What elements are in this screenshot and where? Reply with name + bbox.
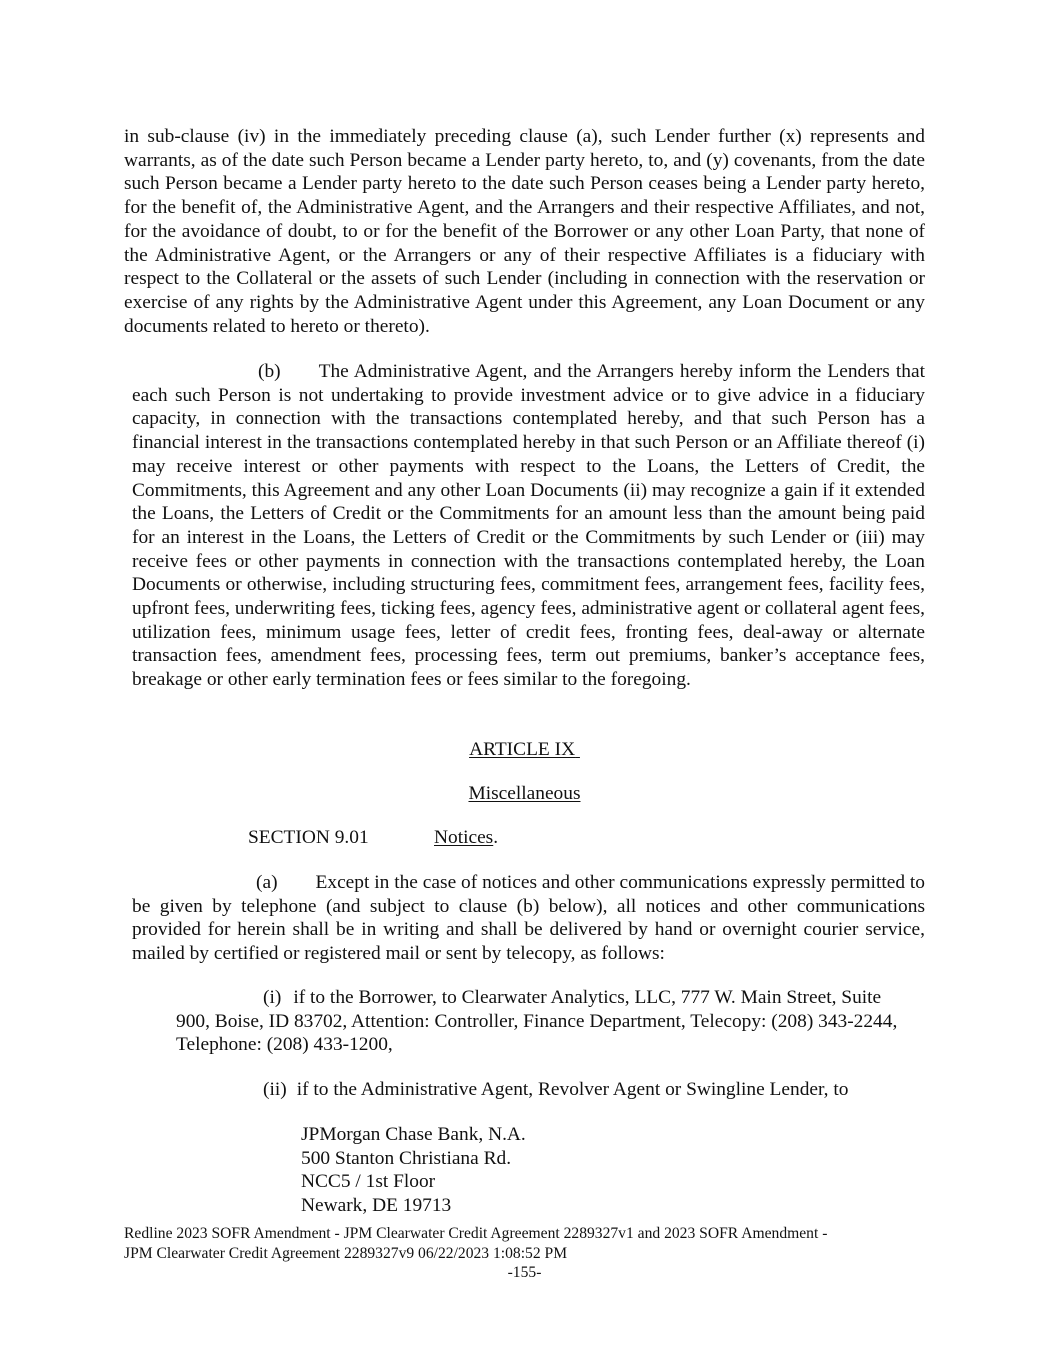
article-title: ARTICLE IX — [469, 739, 576, 760]
item-ii-paragraph — [263, 1078, 943, 1102]
clause-a-label: (a) — [256, 872, 278, 893]
article-heading — [124, 738, 925, 762]
clause-a-paragraph — [132, 871, 925, 966]
section-heading — [248, 826, 499, 850]
footer-line-1: Redline 2023 SOFR Amendment - JPM Clearwater Credit Agreement 2289327v1 and 2023 SOFR Amendment - — [124, 1225, 828, 1242]
section-number: SECTION 9.01 — [248, 827, 369, 848]
section-title: Notices — [434, 827, 494, 848]
address-block — [301, 1123, 526, 1218]
address-line: Newark, DE 19713 — [301, 1195, 452, 1217]
intro-paragraph: in sub-clause (iv) in the immediately preceding clause (a), such Lender further (x) represents and warrants, as of the date such Person became a Lender party hereto, to, and (y) covenants, from the date such Person became a Lender party hereto to the date such Person ceases being a Lender party hereto, for the benefit of, the Administrative Agent, and the Arrangers and their respective Affiliates, and not, for the avoidance of doubt, to or for the benefit of the Borrower or any other Loan Party, that none of the Administrative Agent, or the Arrangers or any of their respective Affiliates is a fiduciary with respect to the Collateral or the assets of such Lender (including in connection with the reservation or exercise of any rights by the Administrative Agent under this Agreement, any Loan Document or any documents related to hereto or thereto). — [124, 126, 925, 337]
page-footer — [124, 1224, 925, 1283]
address-line: JPMorgan Chase Bank, N.A. — [301, 1124, 526, 1145]
clause-b-label: (b) — [258, 361, 281, 382]
item-i-label: (i) — [263, 987, 282, 1008]
clause-a-text: Except in the case of notices and other communications expressly permitted to be given by telephone (and subject to clause (b) below), all notices and other communications provided for herein shall be in writing and shall be delivered by hand or overnight courier service, mailed by certified or registered mail or sent by telecopy, as follows: — [132, 872, 925, 965]
page-number: -155- — [507, 1264, 542, 1281]
item-i-paragraph — [176, 986, 911, 1057]
item-ii-text: if to the Administrative Agent, Revolver Agent or Swingline Lender, to — [296, 1079, 849, 1100]
article-subtitle-line — [124, 782, 925, 806]
clause-b-paragraph — [132, 360, 925, 692]
footer-line-2: JPM Clearwater Credit Agreement 2289327v9 06/22/2023 1:08:52 PM — [124, 1244, 568, 1262]
address-line: NCC5 / 1st Floor — [301, 1171, 436, 1193]
item-i-text: if to the Borrower, to Clearwater Analytics, LLC, 777 W. Main Street, Suite 900, Boise, ID 83702, Attention: Controller, Finance Department, Telecopy: (208) 343-2244, Telephone: (208) 433-1200, — [176, 987, 898, 1056]
address-line: 500 Stanton Christiana Rd. — [301, 1147, 512, 1169]
section-title-suffix: . — [493, 827, 499, 848]
clause-b-text: The Administrative Agent, and the Arrangers hereby inform the Lenders that each such Person is not undertaking to provide investment advice or to give advice in a fiduciary capacity, in connection with the transactions contemplated hereby, and that such Person has a financial interest in the transactions contemplated hereby in that such Person or an Affiliate thereof (i) may receive interest or other payments with respect to the Loans, the Letters of Credit, the Commitments, this Agreement and any other Loan Documents (ii) may recognize a gain if it extended the Loans, the Letters of Credit or the Commitments for an amount less than the amount being paid for an interest in the Loans, the Letters of Credit or the Commitments by such Lender or (iii) may receive fees or other payments in connection with the transactions contemplated hereby, the Loan Documents or otherwise, including structuring fees, commitment fees, arrangement fees, facility fees, upfront fees, underwriting fees, ticking fees, agency fees, administrative agent or collateral agent fees, utilization fees, minimum usage fees, letter of credit fees, fronting fees, deal-away or alternate transaction fees, amendment fees, processing fees, term out premiums, banker’s acceptance fees, breakage or other early termination fees or fees similar to the foregoing. — [132, 361, 925, 691]
item-ii-label: (ii) — [263, 1079, 287, 1100]
article-subtitle: Miscellaneous — [468, 783, 581, 804]
